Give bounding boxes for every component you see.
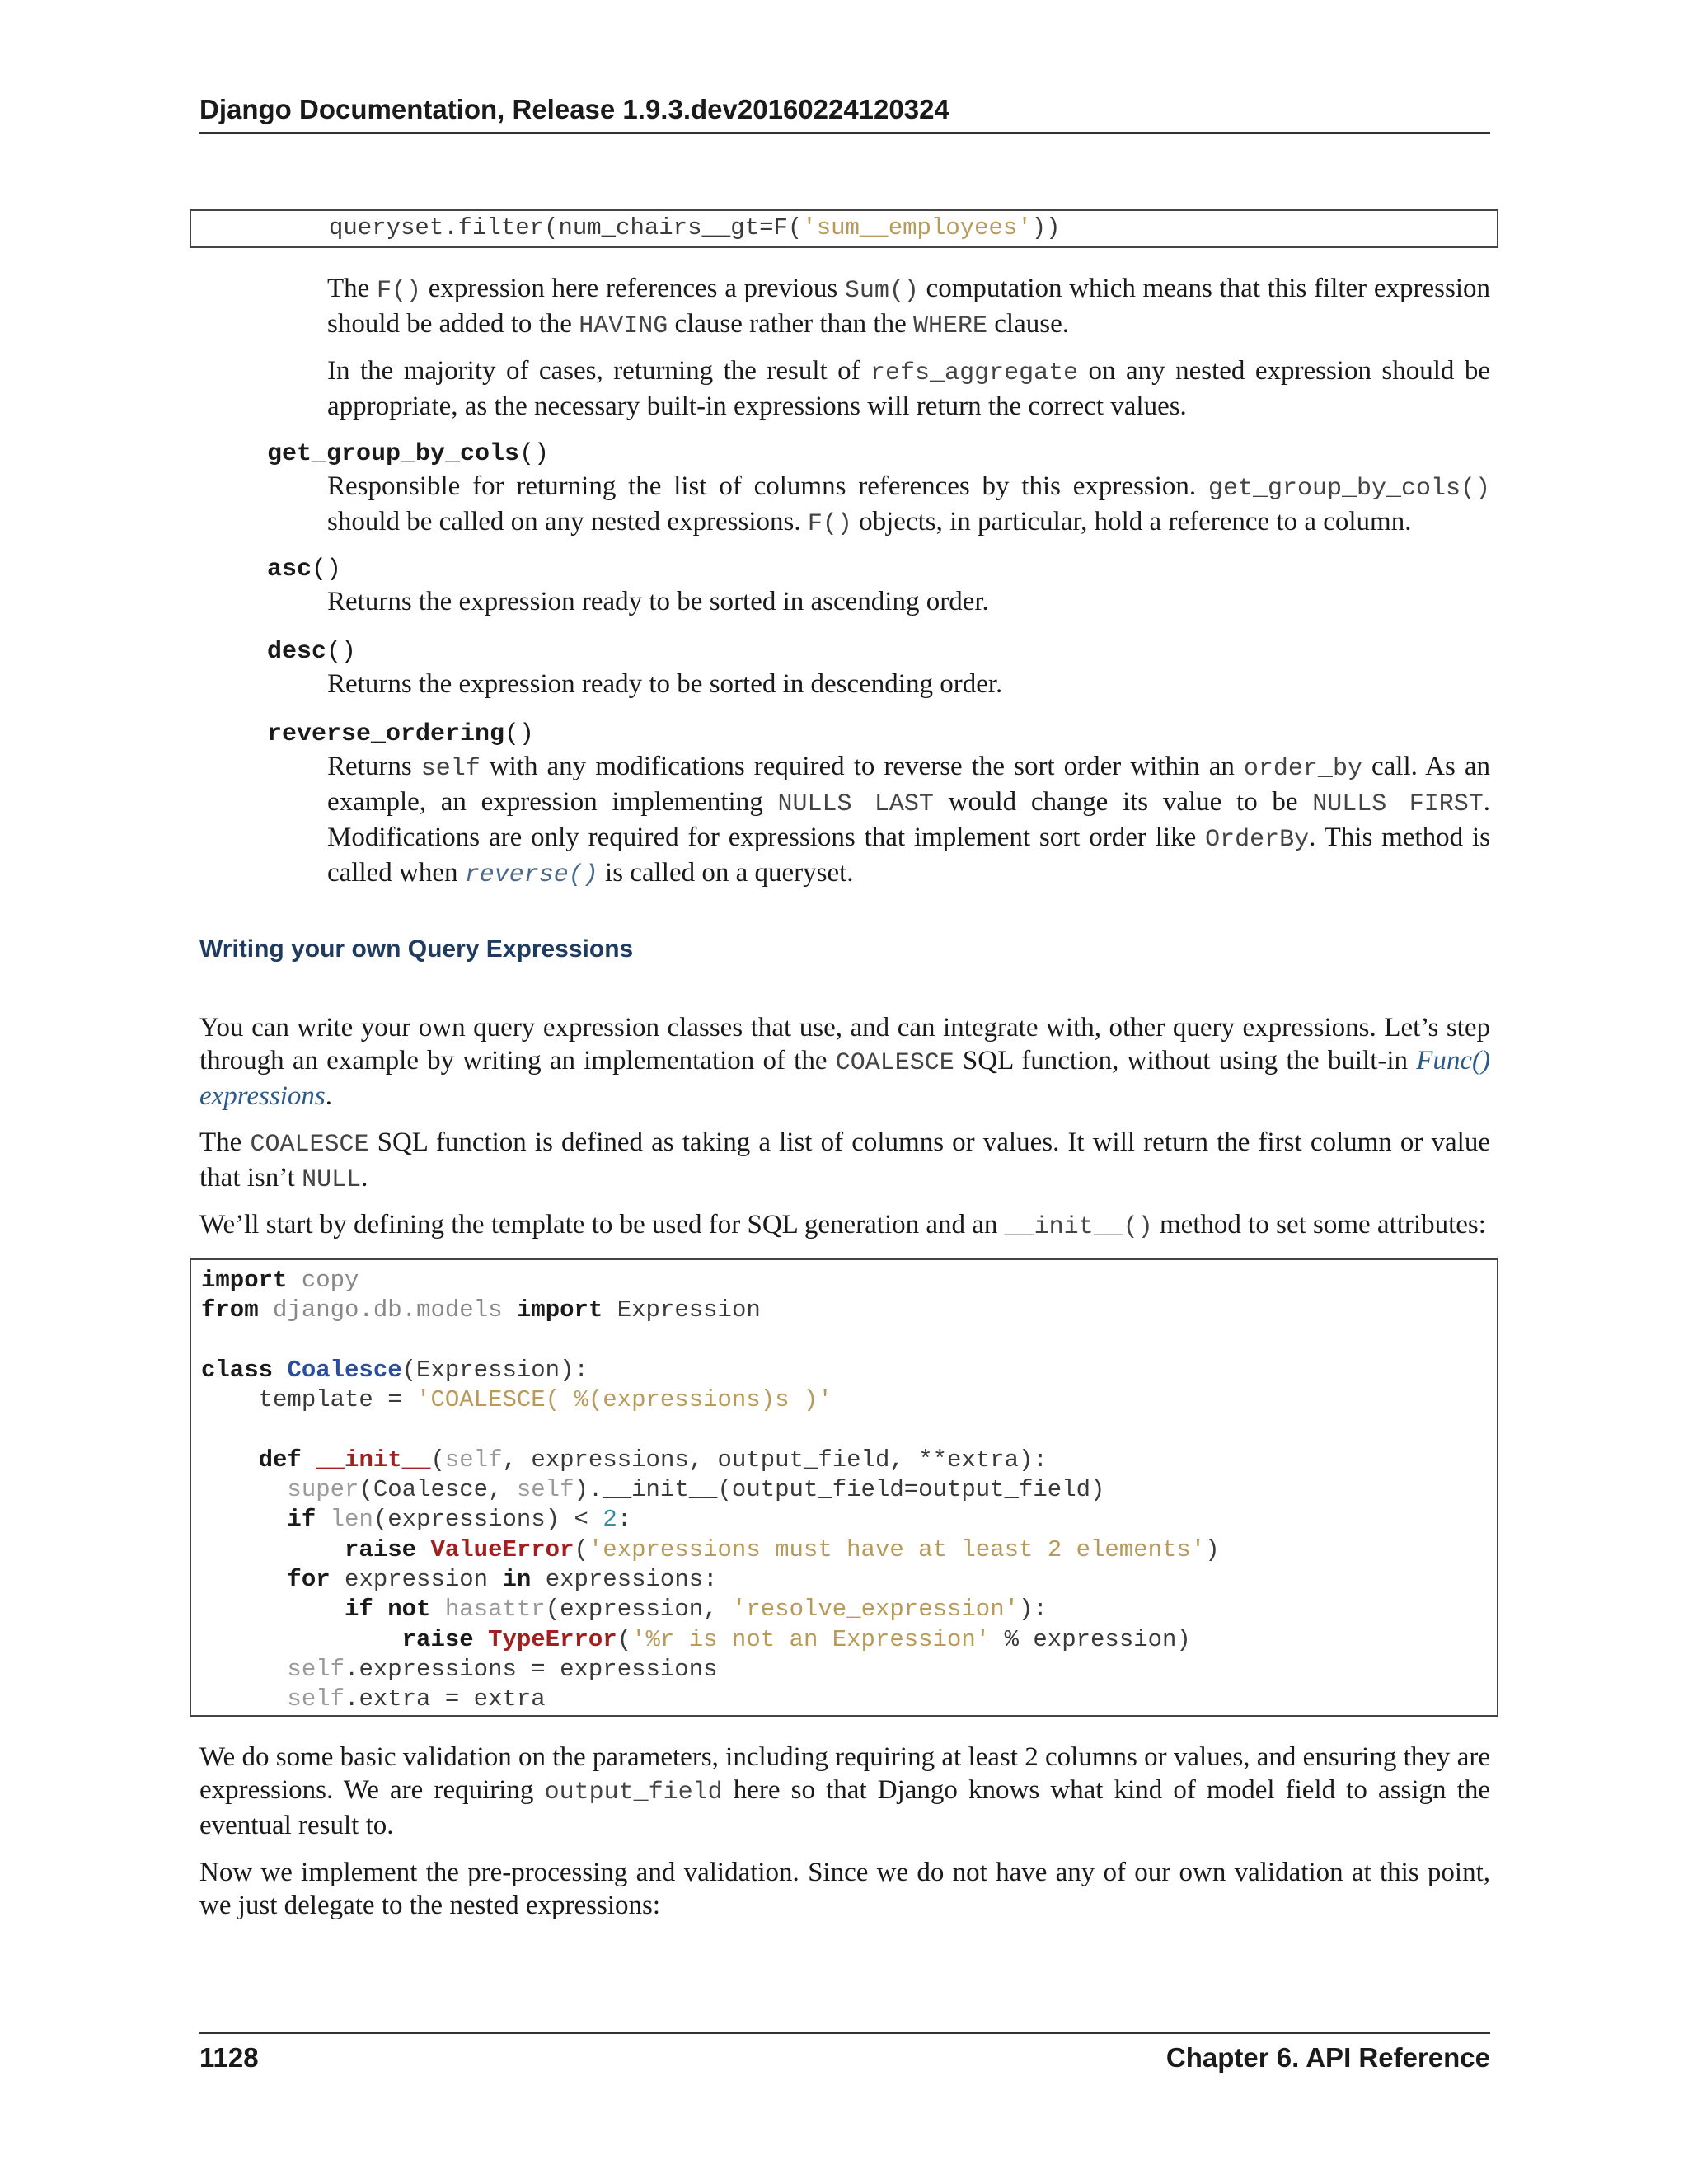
text: expression here references a previous	[421, 274, 845, 303]
top-code-block	[190, 209, 1498, 248]
text: computation which means that this filter expression should be added to the	[327, 274, 1490, 339]
method-signature-asc	[267, 555, 341, 583]
paragraph	[199, 1741, 1490, 1842]
code-line: class Coalesce(Expression):	[201, 1356, 588, 1384]
text: Returns the expression ready to be sorted in descending order.	[327, 669, 1003, 699]
text: .	[325, 1081, 333, 1111]
code-line: def __init__(self, expressions, output_field, **extra):	[258, 1446, 1048, 1474]
method-description	[327, 585, 1490, 618]
document-title: Django Documentation, Release 1.9.3.dev20160224120324	[199, 94, 950, 124]
code-text: ))	[1031, 214, 1061, 241]
inline-code: NULL	[302, 1166, 362, 1194]
method-description	[327, 668, 1490, 701]
inline-code: NULLS FIRST	[1312, 790, 1484, 818]
text: clause.	[987, 309, 1069, 339]
text: . This method is called when	[327, 823, 1490, 888]
text: SQL function is defined as taking a list of columns or values. It will return the first column or value that isn’t	[199, 1127, 1491, 1193]
section-heading: Writing your own Query Expressions	[199, 935, 634, 963]
inline-code: order_by	[1243, 755, 1362, 783]
method-signature-get-group-by-cols	[267, 440, 549, 468]
text: call. As an example, an expression implementing	[327, 752, 1490, 817]
reverse-link[interactable]: reverse()	[464, 861, 598, 889]
coalesce-code-block	[190, 1258, 1498, 1717]
text: You can write your own query expression classes that use, and can integrate with, other query expressions. Let’s step through an example by writing an implementation of the	[199, 1013, 1490, 1076]
inline-code: __init__()	[1004, 1213, 1153, 1241]
inline-code: WHERE	[913, 312, 988, 340]
code-line: raise TypeError('%r is not an Expression' % expression)	[401, 1625, 1191, 1653]
method-parens: ()	[504, 720, 535, 748]
code-line: from django.db.models import Expression	[201, 1296, 761, 1324]
method-parens: ()	[519, 440, 550, 468]
paragraph	[199, 1126, 1490, 1197]
text: We do some basic validation on the parameters, including requiring at least 2 columns or values, and ensuring they are expressions. We are requiring	[199, 1742, 1490, 1805]
text: clause rather than the	[668, 309, 913, 339]
method-name: reverse_ordering	[267, 720, 505, 748]
inline-code: COALESCE	[250, 1131, 369, 1159]
inline-code: F()	[377, 277, 422, 305]
inline-code: refs_aggregate	[870, 359, 1079, 387]
text: would change its value to be	[933, 787, 1313, 817]
code-text: queryset.filter(num_chairs__gt=F(	[329, 214, 803, 241]
text: Returns	[327, 752, 421, 781]
text: Responsible for returning the list of columns references by this expression.	[327, 471, 1208, 501]
text: The	[199, 1127, 251, 1157]
code-line: raise ValueError('expressions must have at least 2 elements')	[345, 1535, 1220, 1563]
method-name: get_group_by_cols	[267, 440, 520, 468]
code-line: for expression in expressions:	[287, 1566, 718, 1593]
code-line: if not hasattr(expression, 'resolve_expression'):	[345, 1596, 1048, 1624]
code-line	[329, 214, 1061, 241]
inline-code: Sum()	[844, 277, 919, 305]
text: objects, in particular, hold a reference to a column.	[851, 507, 1412, 537]
code-string: 'sum__employees'	[802, 214, 1032, 241]
paragraph	[199, 1208, 1490, 1244]
method-name: desc	[267, 638, 327, 666]
code-line: self.extra = extra	[287, 1685, 546, 1713]
inline-code: NULLS LAST	[777, 790, 934, 818]
inline-code: OrderBy	[1205, 826, 1310, 854]
paragraph	[199, 1011, 1490, 1113]
text: .	[361, 1163, 368, 1193]
code-line: template = 'COALESCE( %(expressions)s )'	[201, 1386, 832, 1414]
page-header	[199, 92, 1490, 134]
code-line: self.expressions = expressions	[287, 1655, 718, 1683]
text: We’ll start by defining the template to be used for SQL generation and an	[199, 1210, 1005, 1240]
paragraph	[327, 354, 1490, 423]
method-signature-reverse-ordering	[267, 720, 534, 748]
chapter-label: Chapter 6. API Reference	[1165, 2042, 1490, 2073]
text: should be called on any nested expressions.	[327, 507, 808, 537]
text: SQL function, without using the built-in	[954, 1046, 1417, 1076]
text: on any nested expression should be appropriate, as the necessary built-in expressions will return the correct values.	[327, 356, 1490, 421]
footer-divider	[199, 2032, 1490, 2034]
code-line: import copy	[201, 1267, 359, 1294]
text: here so that Django knows what kind of model field to assign the eventual result to.	[199, 1775, 1490, 1840]
text: . Modifications are only required for expressions that implement sort order like	[327, 787, 1490, 852]
text: method to set some attributes:	[1152, 1210, 1486, 1240]
inline-code: F()	[807, 510, 852, 538]
paragraph	[199, 1856, 1490, 1922]
method-signature-desc	[267, 638, 356, 666]
code-line: if len(expressions) < 2:	[287, 1506, 632, 1534]
func-expressions-link[interactable]: Func() expressions	[199, 1046, 1491, 1111]
text: is called on a queryset.	[598, 858, 854, 888]
text: The	[327, 274, 377, 303]
method-description	[327, 750, 1490, 892]
text: Now we implement the pre-processing and validation. Since we do not have any of our own validation at this point, we just delegate to the nested expressions:	[199, 1858, 1490, 1920]
method-name: asc	[267, 555, 312, 583]
method-description	[327, 470, 1490, 541]
text: In the majority of cases, returning the result of	[327, 356, 871, 386]
inline-code: output_field	[544, 1779, 723, 1807]
inline-code: COALESCE	[835, 1049, 954, 1077]
method-parens: ()	[312, 555, 342, 583]
paragraph	[327, 272, 1490, 343]
page-number: 1128	[199, 2042, 259, 2073]
inline-code: self	[420, 755, 481, 783]
inline-code: get_group_by_cols()	[1207, 475, 1490, 503]
text: Returns the expression ready to be sorted in ascending order.	[327, 587, 989, 616]
code-line: super(Coalesce, self).__init__(output_field=output_field)	[287, 1476, 1105, 1504]
method-parens: ()	[326, 638, 357, 666]
inline-code: HAVING	[579, 312, 668, 340]
text: with any modifications required to reverse the sort order within an	[480, 752, 1244, 781]
